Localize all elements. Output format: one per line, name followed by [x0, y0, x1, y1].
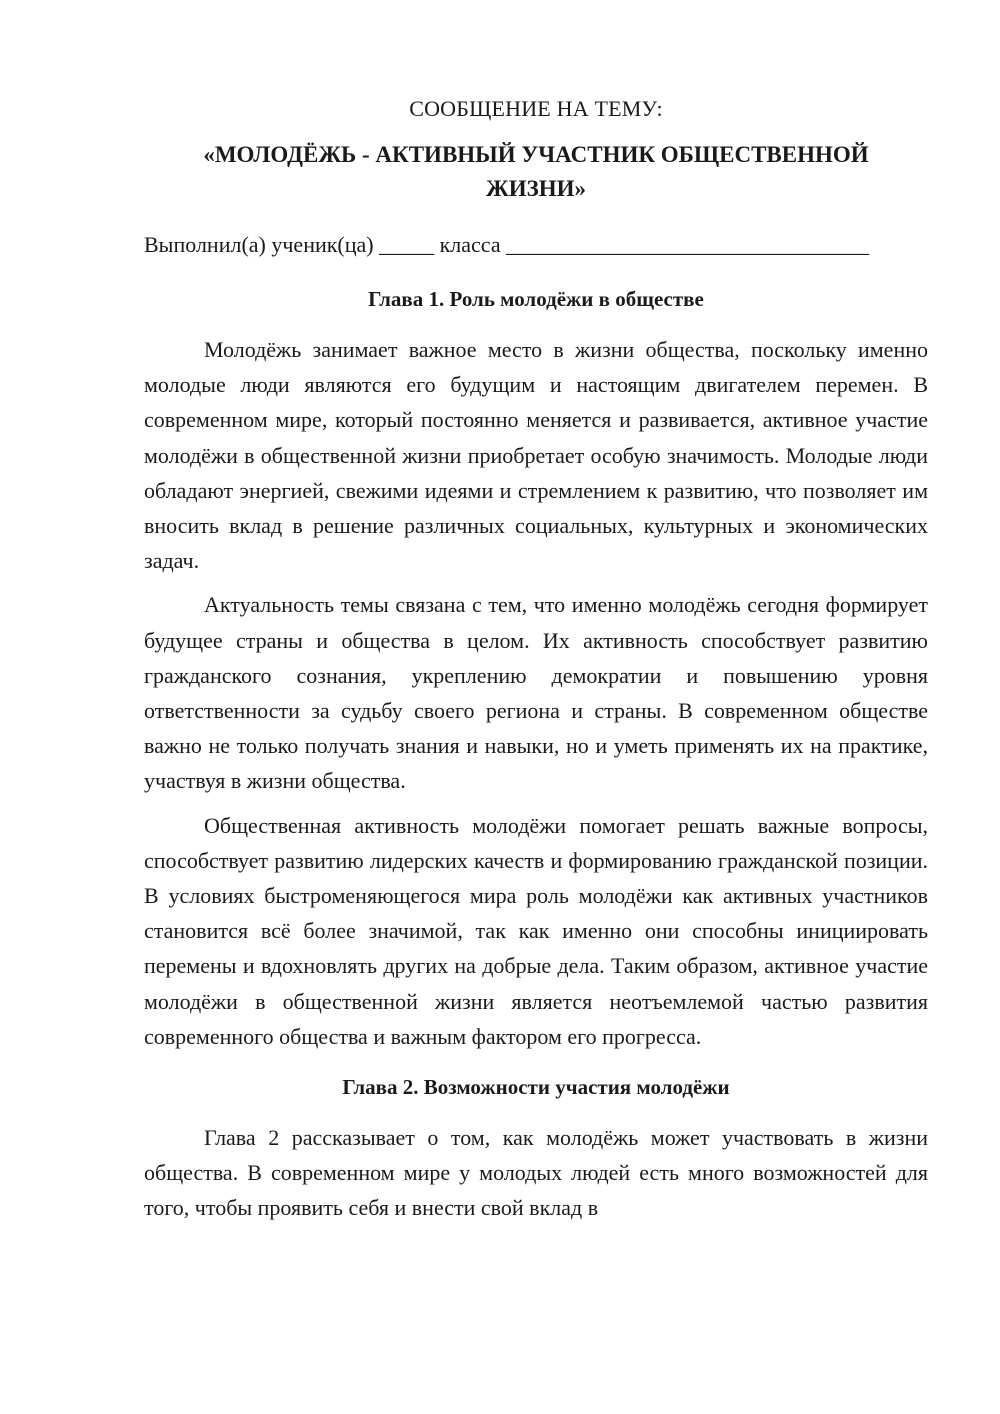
- document-title: [144, 138, 928, 206]
- document-title-line-1: «МОЛОДЁЖЬ - АКТИВНЫЙ УЧАСТНИК ОБЩЕСТВЕННОЙ: [203, 142, 869, 167]
- chapter-2-heading: Глава 2. Возможности участия молодёжи: [342, 1075, 730, 1100]
- document-type: СООБЩЕНИЕ НА ТЕМУ:: [409, 96, 663, 121]
- chapter-1-paragraph-3: Общественная активность молодёжи помогает решать важные вопросы, способствует развитию лидерских качеств и формированию гражданской позиции. В условиях быстроменяющегося мира роль молодёжи как активных участников становится всё более значимой, так как именно они способны инициировать перемены и вдохновлять других на добрые дела. Таким образом, активное участие молодёжи в общественной жизни является неотъемлемой частью развития современного общества и важным фактором его прогресса.: [144, 812, 928, 1049]
- chapter-1-paragraph-2: Актуальность темы связана с тем, что именно молодёжь сегодня формирует будущее страны и общества в целом. Их активность способствует развитию гражданского сознания, укреплению демократии и повышению уровня ответственности за судьбу своего региона и страны. В современном обществе важно не только получать знания и навыки, но и уметь применять их на практике, участвуя в жизни общества.: [144, 592, 928, 794]
- author-line: Выполнил(а) ученик(ца) _____ класса _________________________________: [144, 232, 870, 257]
- chapter-1-paragraph-1: Молодёжь занимает важное место в жизни общества, поскольку именно молодые люди являются его будущим и настоящим двигателем перемен. В современном мире, который постоянно меняется и развивается, активное участие молодёжи в общественной жизни приобретает особую значимость. Молодые люди обладают энергией, свежими идеями и стремлением к развитию, что позволяет им вносить вклад в решение различных социальных, культурных и экономических задач.: [144, 337, 928, 574]
- document-title-line-2: ЖИЗНИ»: [485, 176, 587, 201]
- chapter-2-paragraph-1: Глава 2 рассказывает о том, как молодёжь может участвовать в жизни общества. В современном мире у молодых людей есть много возможностей для того, чтобы проявить себя и внести свой вклад в: [144, 1125, 928, 1221]
- chapter-1-heading: Глава 1. Роль молодёжи в обществе: [368, 287, 704, 311]
